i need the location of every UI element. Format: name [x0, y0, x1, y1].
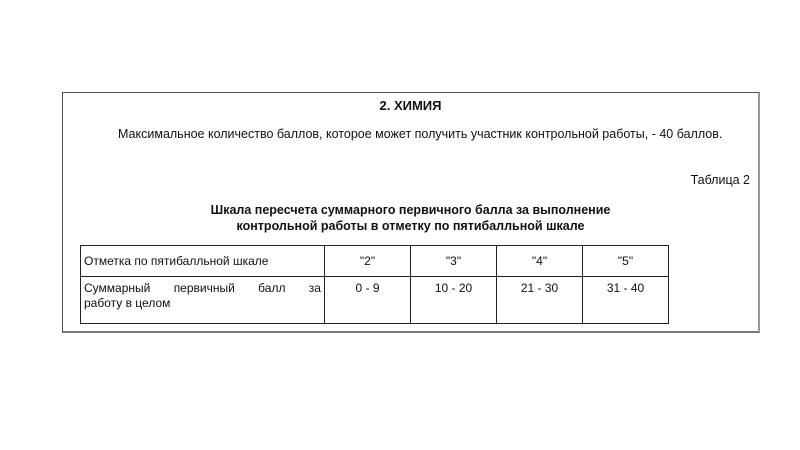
- table-cell: "3": [411, 246, 497, 277]
- table-cell: "4": [497, 246, 583, 277]
- table-cell: "5": [583, 246, 669, 277]
- caption-line: Шкала пересчета суммарного первичного балла за выполнение: [210, 203, 611, 217]
- caption-line: контрольной работы в отметку по пятибалльной шкале: [236, 219, 585, 233]
- row-label: [81, 277, 325, 324]
- table-label: Таблица 2: [690, 173, 750, 187]
- label-word: балл: [258, 281, 286, 295]
- label-word: за: [308, 281, 321, 295]
- row-label: Отметка по пятибалльной шкале: [81, 246, 325, 277]
- score-table: [80, 245, 669, 324]
- table-cell: 10 - 20: [411, 277, 497, 324]
- table-cell: "2": [325, 246, 411, 277]
- paragraph: Максимальное количество баллов, которое может получить участник контрольной работы, - 40 баллов.: [118, 127, 723, 141]
- table-cell: 31 - 40: [583, 277, 669, 324]
- section-heading: 2. ХИМИЯ: [379, 98, 442, 113]
- table-row: [81, 277, 669, 324]
- table-cell: 21 - 30: [497, 277, 583, 324]
- label-word: Суммарный: [84, 281, 151, 295]
- label-line: работу в целом: [84, 296, 171, 310]
- table-cell: 0 - 9: [325, 277, 411, 324]
- label-word: первичный: [173, 281, 235, 295]
- table-caption: [62, 202, 759, 234]
- table-row: [81, 246, 669, 277]
